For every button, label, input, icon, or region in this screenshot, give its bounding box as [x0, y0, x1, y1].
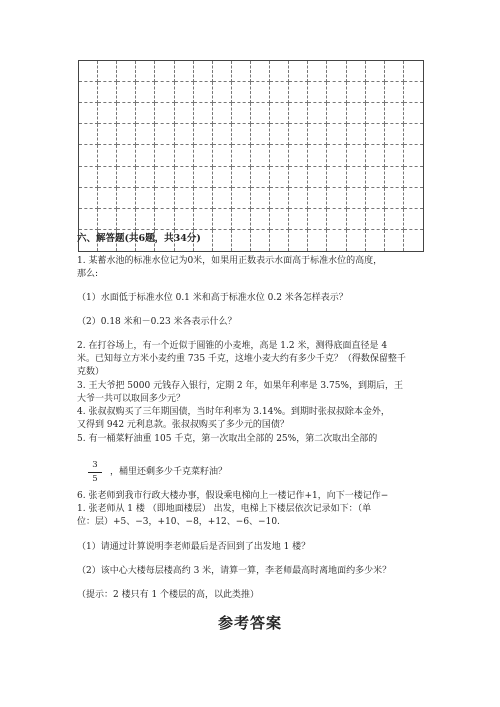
grid-cell [136, 167, 155, 188]
grid-cell [251, 145, 270, 166]
grid-cell [289, 188, 308, 209]
grid-cell [327, 167, 346, 188]
grid-cell [175, 61, 194, 82]
grid-cell [385, 167, 404, 188]
grid-cell [347, 145, 366, 166]
q6-sub2: （2）该中心大楼每层楼高约 3 米，请算一算，李老师最高时离地面约多少米？ [77, 566, 392, 576]
grid-cell [232, 103, 251, 124]
grid-cell [404, 188, 423, 209]
grid-cell [155, 188, 174, 209]
grid-cell [327, 209, 346, 230]
grid-cell [385, 124, 404, 145]
grid-cell [98, 82, 117, 103]
grid-cell [327, 82, 346, 103]
grid-cell [194, 167, 213, 188]
grid-cell [136, 103, 155, 124]
fraction-bar [88, 472, 102, 473]
grid-cell [308, 188, 327, 209]
grid-cell [98, 145, 117, 166]
grid-cell [327, 188, 346, 209]
grid-cell [232, 209, 251, 230]
grid-cell [366, 209, 385, 230]
q6-line3: 位：层）+5、−3，+10、−8，+12、−6、−10. [77, 517, 280, 527]
grid-cell [98, 188, 117, 209]
grid-cell [347, 82, 366, 103]
grid-cell [347, 61, 366, 82]
fraction-denominator: 5 [92, 474, 98, 484]
grid-cell [308, 209, 327, 230]
grid-cell [289, 209, 308, 230]
grid-cell [117, 124, 136, 145]
grid-cell [194, 103, 213, 124]
grid-cell [308, 145, 327, 166]
grid-cell [366, 188, 385, 209]
grid-cell [194, 145, 213, 166]
grid-cell [327, 61, 346, 82]
grid-cell [117, 188, 136, 209]
grid-cell [98, 103, 117, 124]
grid-cell [175, 167, 194, 188]
q1-sub2: （2）0.18 米和－0.23 米各表示什么？ [77, 317, 237, 327]
grid-cell [213, 167, 232, 188]
grid-cell [308, 82, 327, 103]
grid-cell [117, 103, 136, 124]
grid-cell [136, 61, 155, 82]
grid-cell [155, 209, 174, 230]
grid-cell [327, 103, 346, 124]
q1-line2: 那么: [77, 269, 99, 279]
grid-cell [155, 124, 174, 145]
grid-cell [232, 188, 251, 209]
grid-cell [213, 209, 232, 230]
grid-cell [98, 61, 117, 82]
grid-cell [327, 230, 346, 251]
grid-cell [175, 209, 194, 230]
grid-cell [251, 103, 270, 124]
grid-cell [366, 82, 385, 103]
grid-cell [213, 124, 232, 145]
grid-cell [289, 124, 308, 145]
grid-cell [213, 188, 232, 209]
grid-cell [327, 145, 346, 166]
q1-line1: 1. 某蓄水池的标准水位记为0米，如果用正数表示水面高于标准水位的高度， [77, 256, 383, 266]
grid-cell [289, 103, 308, 124]
grid-cell [136, 209, 155, 230]
grid-cell [385, 230, 404, 251]
grid-cell [117, 61, 136, 82]
grid-cell [385, 61, 404, 82]
grid-cell [347, 124, 366, 145]
grid-cell [175, 103, 194, 124]
grid-cell [79, 124, 98, 145]
grid-cell [289, 167, 308, 188]
grid-cell [270, 82, 289, 103]
grid-cell [79, 82, 98, 103]
q2-line3: 克数） [77, 367, 105, 377]
grid-cell [155, 145, 174, 166]
grid-cell [79, 167, 98, 188]
grid-cell [366, 124, 385, 145]
grid-cell [385, 103, 404, 124]
grid-cell [155, 167, 174, 188]
grid-cell [385, 82, 404, 103]
q6-hint: （提示：2 楼只有 1 个楼层的高，以此类推） [77, 590, 260, 600]
grid-cell [404, 124, 423, 145]
q6-line1: 6. 张老师到我市行政大楼办事，假设乘电梯向上一楼记作+1，向下一楼记作− [77, 491, 389, 501]
grid-cell [232, 124, 251, 145]
grid-cell [232, 167, 251, 188]
q3-line2: 大爷一共可以取回多少元？ [77, 394, 186, 404]
grid-cell [175, 124, 194, 145]
grid-cell [79, 145, 98, 166]
grid-cell [385, 145, 404, 166]
fraction [88, 460, 102, 485]
grid-cell [404, 61, 423, 82]
grid-cell [270, 188, 289, 209]
grid-cell [175, 82, 194, 103]
grid-cell [366, 145, 385, 166]
section-title: 六、解答题(共6题，共34分) [77, 233, 201, 244]
grid-cell [308, 167, 327, 188]
grid-cell [213, 82, 232, 103]
grid-cell [366, 167, 385, 188]
grid-cell [347, 188, 366, 209]
grid-cell [251, 167, 270, 188]
grid-cell [347, 209, 366, 230]
grid-cell [136, 82, 155, 103]
grid-cell [232, 61, 251, 82]
grid-cell [117, 82, 136, 103]
grid-cell [136, 124, 155, 145]
grid-cell [79, 103, 98, 124]
q6-sub1: （1）请通过计算说明李老师最后是否回到了出发地 1 楼？ [77, 542, 311, 552]
grid-cell [213, 145, 232, 166]
grid-cell [117, 167, 136, 188]
grid-cell [289, 61, 308, 82]
grid-cell [194, 82, 213, 103]
grid-cell [117, 145, 136, 166]
grid-cell [251, 124, 270, 145]
grid-cell [194, 61, 213, 82]
q6-line2: 1. 张老师从 1 楼 （即地面楼层） 出发，电梯上下楼层依次记录如下：（单 [77, 504, 372, 514]
grid-cell [98, 124, 117, 145]
grid-cell [404, 209, 423, 230]
grid-cell [213, 103, 232, 124]
grid-cell [251, 61, 270, 82]
grid-cell [289, 145, 308, 166]
grid-cell [232, 145, 251, 166]
grid-cell [117, 209, 136, 230]
grid-cell [404, 145, 423, 166]
grid-cell [270, 145, 289, 166]
grid-cell [79, 209, 98, 230]
grid-cell [213, 61, 232, 82]
grid-cell [327, 124, 346, 145]
grid-cell [308, 124, 327, 145]
grid-cell [366, 103, 385, 124]
grid-cell [404, 103, 423, 124]
q1-sub1: （1）水面低于标准水位 0.1 米和高于标准水位 0.2 米各怎样表示？ [77, 293, 348, 303]
grid-cell [366, 230, 385, 251]
q5-line2: ，桶里还剩多少千克菜籽油？ [110, 467, 228, 477]
grid-cell [136, 188, 155, 209]
grid-cell [366, 61, 385, 82]
grid-cell [347, 230, 366, 251]
grid-cell [136, 145, 155, 166]
grid-cell [251, 82, 270, 103]
grid-cell [270, 103, 289, 124]
grid-cell [347, 103, 366, 124]
grid-cell [385, 209, 404, 230]
grid-cell [194, 209, 213, 230]
q3-line1: 3. 王大爷把 5000 元钱存入银行，定期 2 年，如果年利率是 3.75%，到期后，王 [77, 381, 403, 391]
q4-line1: 4. 张叔叔购买了三年期国债，当时年利率为 3.14%。到期时张叔叔除本金外， [77, 407, 390, 417]
grid-cell [232, 82, 251, 103]
grid-cell [251, 188, 270, 209]
grid-cell [270, 230, 289, 251]
q2-line1: 2. 在打谷场上，有一个近似于圆锥的小麦堆，高是 1.2 米，测得底面直径是 4 [77, 341, 388, 351]
q4-line2: 又得到 942 元利息款。张叔叔购买了多少元的国债？ [77, 420, 289, 430]
answer-title: 参考答案 [217, 614, 282, 632]
grid-cell [270, 61, 289, 82]
grid-cell [175, 145, 194, 166]
q2-line2: 米。已知每立方米小麦约重 735 千克，这堆小麦大约有多少千克？（得数保留整千 [77, 354, 406, 364]
grid-cell [270, 124, 289, 145]
writing-grid [78, 60, 424, 252]
grid-cell [155, 103, 174, 124]
grid-cell [308, 230, 327, 251]
grid-cell [404, 167, 423, 188]
grid-cell [213, 230, 232, 251]
grid-cell [308, 103, 327, 124]
grid-cell [308, 61, 327, 82]
grid-cell [98, 167, 117, 188]
grid-cell [155, 82, 174, 103]
grid-cell [251, 209, 270, 230]
grid-cell [79, 61, 98, 82]
grid-cell [251, 230, 270, 251]
grid-cell [175, 188, 194, 209]
grid-cell [270, 209, 289, 230]
grid-cell [404, 230, 423, 251]
fraction-numerator: 3 [92, 460, 98, 470]
grid-cell [289, 230, 308, 251]
grid-cell [289, 82, 308, 103]
grid-cell [270, 167, 289, 188]
q5-line1: 5. 有一桶菜籽油重 105 千克，第一次取出全部的 25%，第二次取出全部的 [77, 434, 378, 444]
grid-cell [385, 188, 404, 209]
grid-cell [79, 188, 98, 209]
grid-cell [404, 82, 423, 103]
grid-cell [155, 61, 174, 82]
grid-cell [98, 209, 117, 230]
grid-cell [194, 188, 213, 209]
grid-cell [232, 230, 251, 251]
grid-cell [347, 167, 366, 188]
grid-cell [194, 124, 213, 145]
